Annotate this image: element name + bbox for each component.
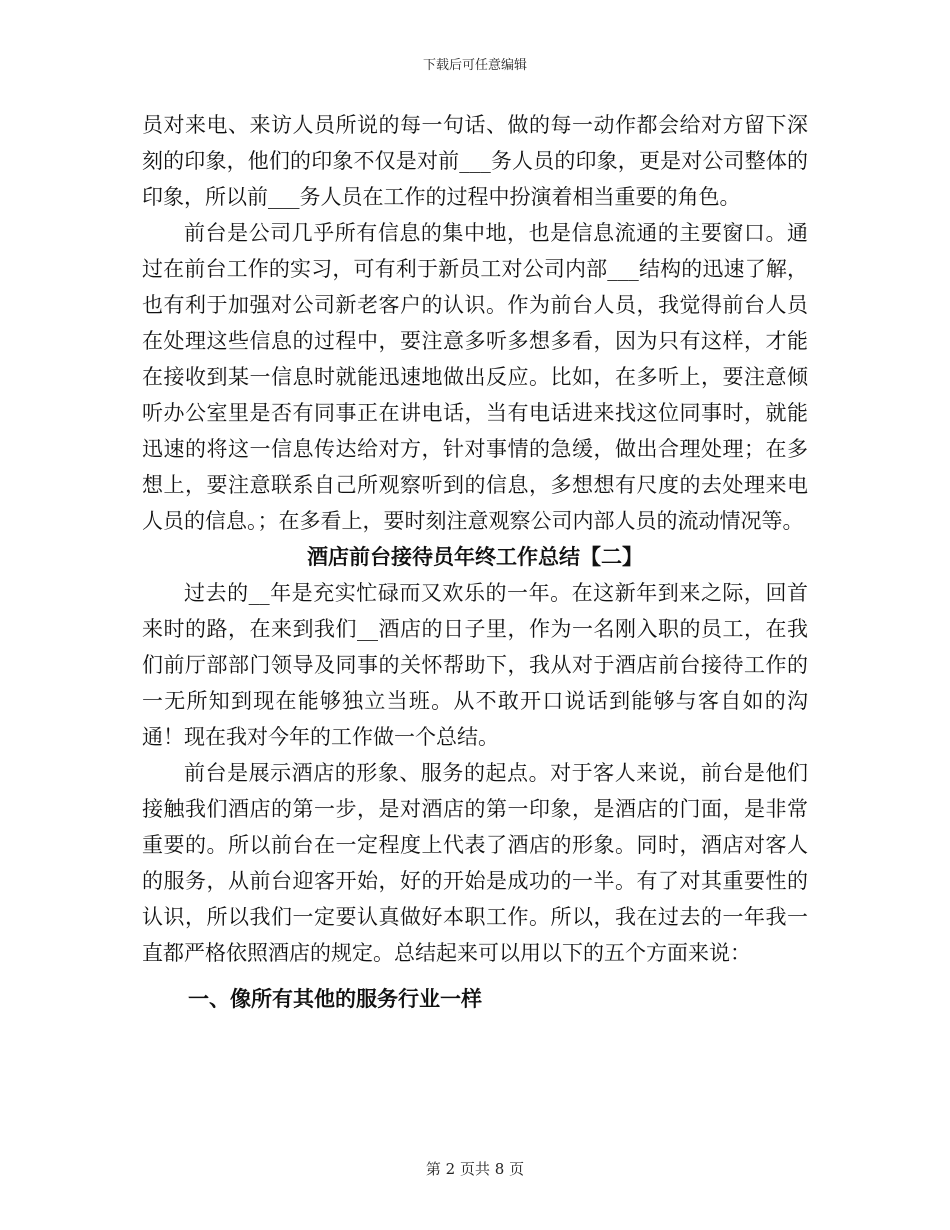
section-title: 酒店前台接待员年终工作总结【二】 bbox=[307, 544, 643, 569]
page-header: 下载后可任意编辑 bbox=[422, 58, 527, 73]
paragraph-front-desk-info: 前台是公司几乎所有信息的集中地，也是信息流通的主要窗口。通过在前台工作的实习，可有利于新员工对公司内部___结构的迅速了解，也有利于加强对公司新老客户的认识。作为前台人员，我觉得前台人员在处理这些信息的过程中，要注意多听多想多看，因为只有这样，才能在接收到某一信息时就能迅速地做出反应。比如，在多听上，要注意倾听办公室里是否有同事正在讲电话，当有电话进来找这位同事时，就能迅速的将这一信息传达给对方，针对事情的急缓，做出合理处理；在多想上，要注意联系自己所观察听到的信息，多想想有尺度的去处理来电人员的信息。；在多看上，要时刻注意观察公司内部人员的流动情况等。 bbox=[142, 221, 808, 533]
paragraph-continued: 员对来电、来访人员所说的每一句话、做的每一动作都会给对方留下深刻的印象，他们的印象不仅是对前___务人员的印象，更是对公司整体的印象，所以前___务人员在工作的过程中扮演着相当重要的角色。 bbox=[142, 113, 808, 209]
page-footer: 第 2 页共 8 页 bbox=[425, 1160, 525, 1178]
subheading: 一、像所有其他的服务行业一样 bbox=[188, 986, 482, 1011]
paragraph-front-desk-image: 前台是展示酒店的形象、服务的起点。对于客人来说，前台是他们接触我们酒店的第一步，是对酒店的第一印象，是酒店的门面，是非常重要的。所以前台在一定程度上代表了酒店的形象。同时，酒店对客人的服务，从前台迎客开始，好的开始是成功的一半。有了对其重要性的认识，所以我们一定要认真做好本职工作。所以，我在过去的一年我一直都严格依照酒店的规定。总结起来可以用以下的五个方面来说： bbox=[142, 761, 808, 965]
paragraph-year-review: 过去的__年是充实忙碌而又欢乐的一年。在这新年到来之际，回首来时的路，在来到我们__酒店的日子里，作为一名刚入职的员工，在我们前厅部部门领导及同事的关怀帮助下，我从对于酒店前台接待工作的一无所知到现在能够独立当班。从不敢开口说话到能够与客自如的沟通！现在我对今年的工作做一个总结。 bbox=[142, 581, 808, 749]
document-body bbox=[142, 107, 808, 1017]
